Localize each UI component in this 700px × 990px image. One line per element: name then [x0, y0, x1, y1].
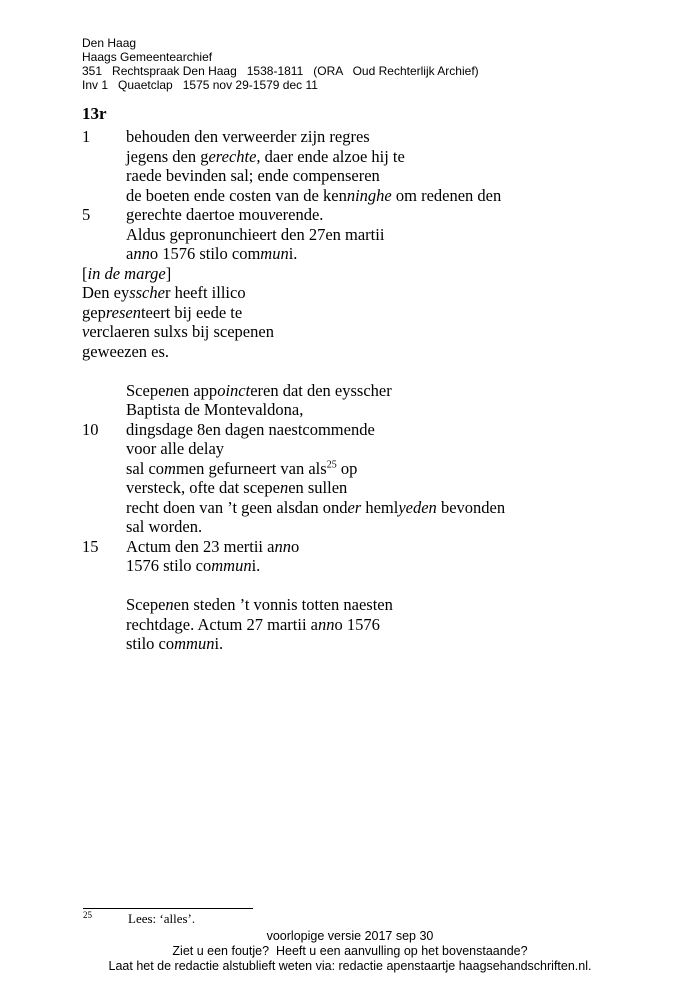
line-number-gutter — [82, 615, 126, 635]
text-segment: stilo co — [126, 634, 175, 653]
transcription-line — [82, 303, 505, 323]
transcription-line — [82, 420, 505, 440]
line-text — [126, 615, 505, 635]
expanded-abbreviation: oinct — [217, 380, 251, 400]
expanded-abbreviation: v — [82, 322, 90, 341]
transcription-line — [82, 537, 505, 557]
expanded-abbreviation: n — [165, 380, 174, 400]
text-segment: ] — [165, 263, 172, 283]
line-number-gutter — [82, 595, 126, 615]
footnote-reference: 25 — [326, 459, 337, 470]
line-text — [126, 439, 505, 459]
line-text — [82, 283, 505, 303]
text-segment: Actum den 23 mertii a — [126, 536, 275, 556]
transcription-line — [82, 342, 505, 362]
line-text — [82, 264, 505, 284]
line-text — [126, 225, 505, 245]
text-segment: dingsdage 8en dagen naestcommende — [126, 419, 375, 439]
expanded-abbreviation: ninghe — [346, 185, 392, 205]
transcription-body — [82, 127, 505, 654]
line-text — [82, 303, 505, 323]
transcription-line — [82, 186, 505, 206]
text-segment: jegens den g — [126, 146, 209, 166]
footnote-text: Lees: ‘alles’. — [128, 911, 196, 926]
line-text — [126, 205, 505, 225]
blank-line — [82, 361, 505, 381]
line-number-gutter — [82, 225, 126, 245]
line-number-gutter — [82, 244, 126, 264]
text-segment: bevonden — [436, 497, 506, 517]
transcription-line — [82, 147, 505, 167]
line-number-gutter — [82, 147, 126, 167]
version-footer — [0, 929, 700, 974]
text-segment: gep — [82, 302, 106, 322]
expanded-abbreviation: n — [165, 595, 174, 614]
text-segment: gerechte daertoe mou — [126, 205, 269, 224]
transcription-line — [82, 283, 505, 303]
text-segment: i. — [251, 556, 261, 575]
expanded-abbreviation: mun — [260, 244, 289, 263]
line-number-gutter — [82, 556, 126, 576]
line-number: 15 — [82, 536, 99, 556]
text-segment: teert bij eede te — [140, 302, 243, 322]
text-line: Den Haag — [82, 36, 137, 50]
text-segment: Scepe — [126, 380, 166, 400]
line-text — [82, 322, 505, 342]
text-segment: o 1576 — [334, 614, 380, 634]
line-number-gutter — [82, 400, 126, 420]
line-number-gutter — [82, 634, 126, 654]
line-text — [126, 498, 505, 518]
transcription-line — [82, 322, 505, 342]
transcription-line — [82, 439, 505, 459]
text-segment: erclaeren sulxs bij scepenen — [89, 322, 274, 341]
text-segment: om redenen den — [391, 185, 502, 205]
expanded-abbreviation: in de marge — [87, 263, 166, 283]
expanded-abbreviation: yeden — [398, 497, 437, 517]
text-segment: behouden den verweerder zijn regres — [126, 127, 370, 146]
expanded-abbreviation: nn — [317, 614, 335, 634]
text-line: Haags Gemeentearchief — [82, 50, 213, 64]
transcription-line — [82, 381, 505, 401]
text-segment: r heeft illico — [164, 283, 246, 302]
line-text — [126, 186, 505, 206]
text-line: Laat het de redactie alstublieft weten via: redactie apenstaartje haagsehandschriften.nl. — [108, 959, 592, 973]
transcription-line — [82, 615, 505, 635]
text-segment: a — [126, 244, 134, 263]
transcription-line — [82, 634, 505, 654]
text-segment: eren dat den eysscher — [250, 380, 392, 400]
line-number: 10 — [82, 419, 99, 439]
text-segment: raede bevinden sal; ende compenseren — [126, 166, 380, 185]
text-segment: voor alle delay — [126, 439, 225, 458]
text-segment: o — [290, 536, 300, 556]
line-text — [126, 459, 505, 479]
line-number-gutter — [82, 381, 126, 401]
expanded-abbreviation: v — [268, 205, 276, 224]
line-text — [82, 342, 505, 362]
expanded-abbreviation: nn — [274, 536, 291, 556]
text-segment: op — [336, 458, 358, 478]
text-segment: daer ende alzoe hij te — [260, 146, 405, 166]
line-number-gutter — [82, 478, 126, 498]
expanded-abbreviation: n — [279, 478, 289, 497]
line-number-gutter — [82, 498, 126, 518]
text-line: voorlopige versie 2017 sep 30 — [266, 929, 434, 943]
expanded-abbreviation: mmun — [174, 634, 215, 653]
transcription-line — [82, 517, 505, 537]
text-segment: en sullen — [288, 478, 348, 497]
transcription-line — [82, 556, 505, 576]
transcription-line — [82, 244, 505, 264]
text-segment: 1576 stilo co — [126, 556, 212, 575]
text-segment: en app — [173, 380, 218, 400]
transcription-line — [82, 127, 505, 147]
text-segment: [ — [82, 263, 88, 283]
line-text — [126, 244, 505, 264]
transcription-line — [82, 595, 505, 615]
text-segment: geweezen es. — [82, 341, 170, 361]
text-segment: versteck, ofte dat scepe — [126, 478, 280, 497]
transcription-line — [82, 478, 505, 498]
line-text — [126, 478, 505, 498]
line-number-gutter — [82, 166, 126, 186]
expanded-abbreviation: resen — [105, 302, 141, 322]
line-text — [126, 595, 505, 615]
text-segment: Baptista de Montevaldona, — [126, 400, 304, 419]
line-number: 1 — [82, 127, 91, 146]
transcription-line — [82, 205, 505, 225]
folio-number: 13r — [82, 104, 107, 123]
transcription-line — [82, 166, 505, 186]
line-text — [82, 361, 505, 381]
expanded-abbreviation: erechte, — [208, 146, 261, 166]
text-segment: Den ey — [82, 283, 130, 302]
archive-header — [82, 36, 479, 92]
line-text — [126, 517, 505, 537]
line-text — [126, 381, 505, 401]
line-text — [126, 556, 505, 576]
line-text — [126, 537, 505, 557]
transcription-line — [82, 459, 505, 479]
text-segment: sal worden. — [126, 517, 203, 536]
line-number-gutter — [82, 439, 126, 459]
line-text — [126, 166, 505, 186]
text-segment: men gefurneert van als — [175, 458, 327, 478]
line-text — [82, 576, 505, 596]
text-segment: recht doen van ’t geen alsdan ond — [126, 497, 348, 517]
text-segment: o 1576 stilo com — [149, 244, 261, 263]
line-number-gutter — [82, 186, 126, 206]
expanded-abbreviation: ssche — [129, 283, 165, 302]
expanded-abbreviation: nn — [133, 244, 150, 263]
line-number: 5 — [82, 205, 91, 224]
expanded-abbreviation: m — [164, 458, 176, 478]
footnote: 25 Lees: ‘alles’. — [83, 909, 196, 926]
line-number-gutter — [82, 517, 126, 537]
text-segment: de boeten ende costen van de ken — [126, 185, 347, 205]
transcription-line — [82, 400, 505, 420]
text-segment: i. — [288, 244, 298, 263]
text-segment: en steden ’t vonnis totten naesten — [173, 595, 393, 614]
line-text — [126, 127, 505, 147]
text-segment: rechtdage. Actum 27 martii a — [126, 614, 318, 634]
text-segment: erende. — [275, 205, 324, 224]
line-text — [126, 634, 505, 654]
blank-line — [82, 576, 505, 596]
expanded-abbreviation: er — [347, 497, 362, 517]
footnote-separator — [83, 908, 253, 909]
transcription-line — [82, 498, 505, 518]
transcription-line — [82, 264, 505, 284]
text-segment: heml — [361, 497, 399, 517]
line-text — [126, 420, 505, 440]
line-text — [126, 400, 505, 420]
expanded-abbreviation: mmun — [211, 556, 252, 575]
text-line: Inv 1 Quaetclap 1575 nov 29-1579 dec 11 — [82, 78, 318, 92]
transcription-line — [82, 225, 505, 245]
text-segment: i. — [214, 634, 224, 653]
text-line: 351 Rechtspraak Den Haag 1538-1811 (ORA Oud Rechterlijk Archief) — [82, 64, 479, 78]
line-text — [126, 147, 505, 167]
text-segment: Scepe — [126, 595, 166, 614]
text-segment: Aldus gepronunchieert den 27en martii — [126, 224, 385, 244]
text-segment: sal co — [126, 458, 165, 478]
line-number-gutter — [82, 459, 126, 479]
text-line: Ziet u een foutje? Heeft u een aanvulling op het bovenstaande? — [172, 944, 528, 958]
